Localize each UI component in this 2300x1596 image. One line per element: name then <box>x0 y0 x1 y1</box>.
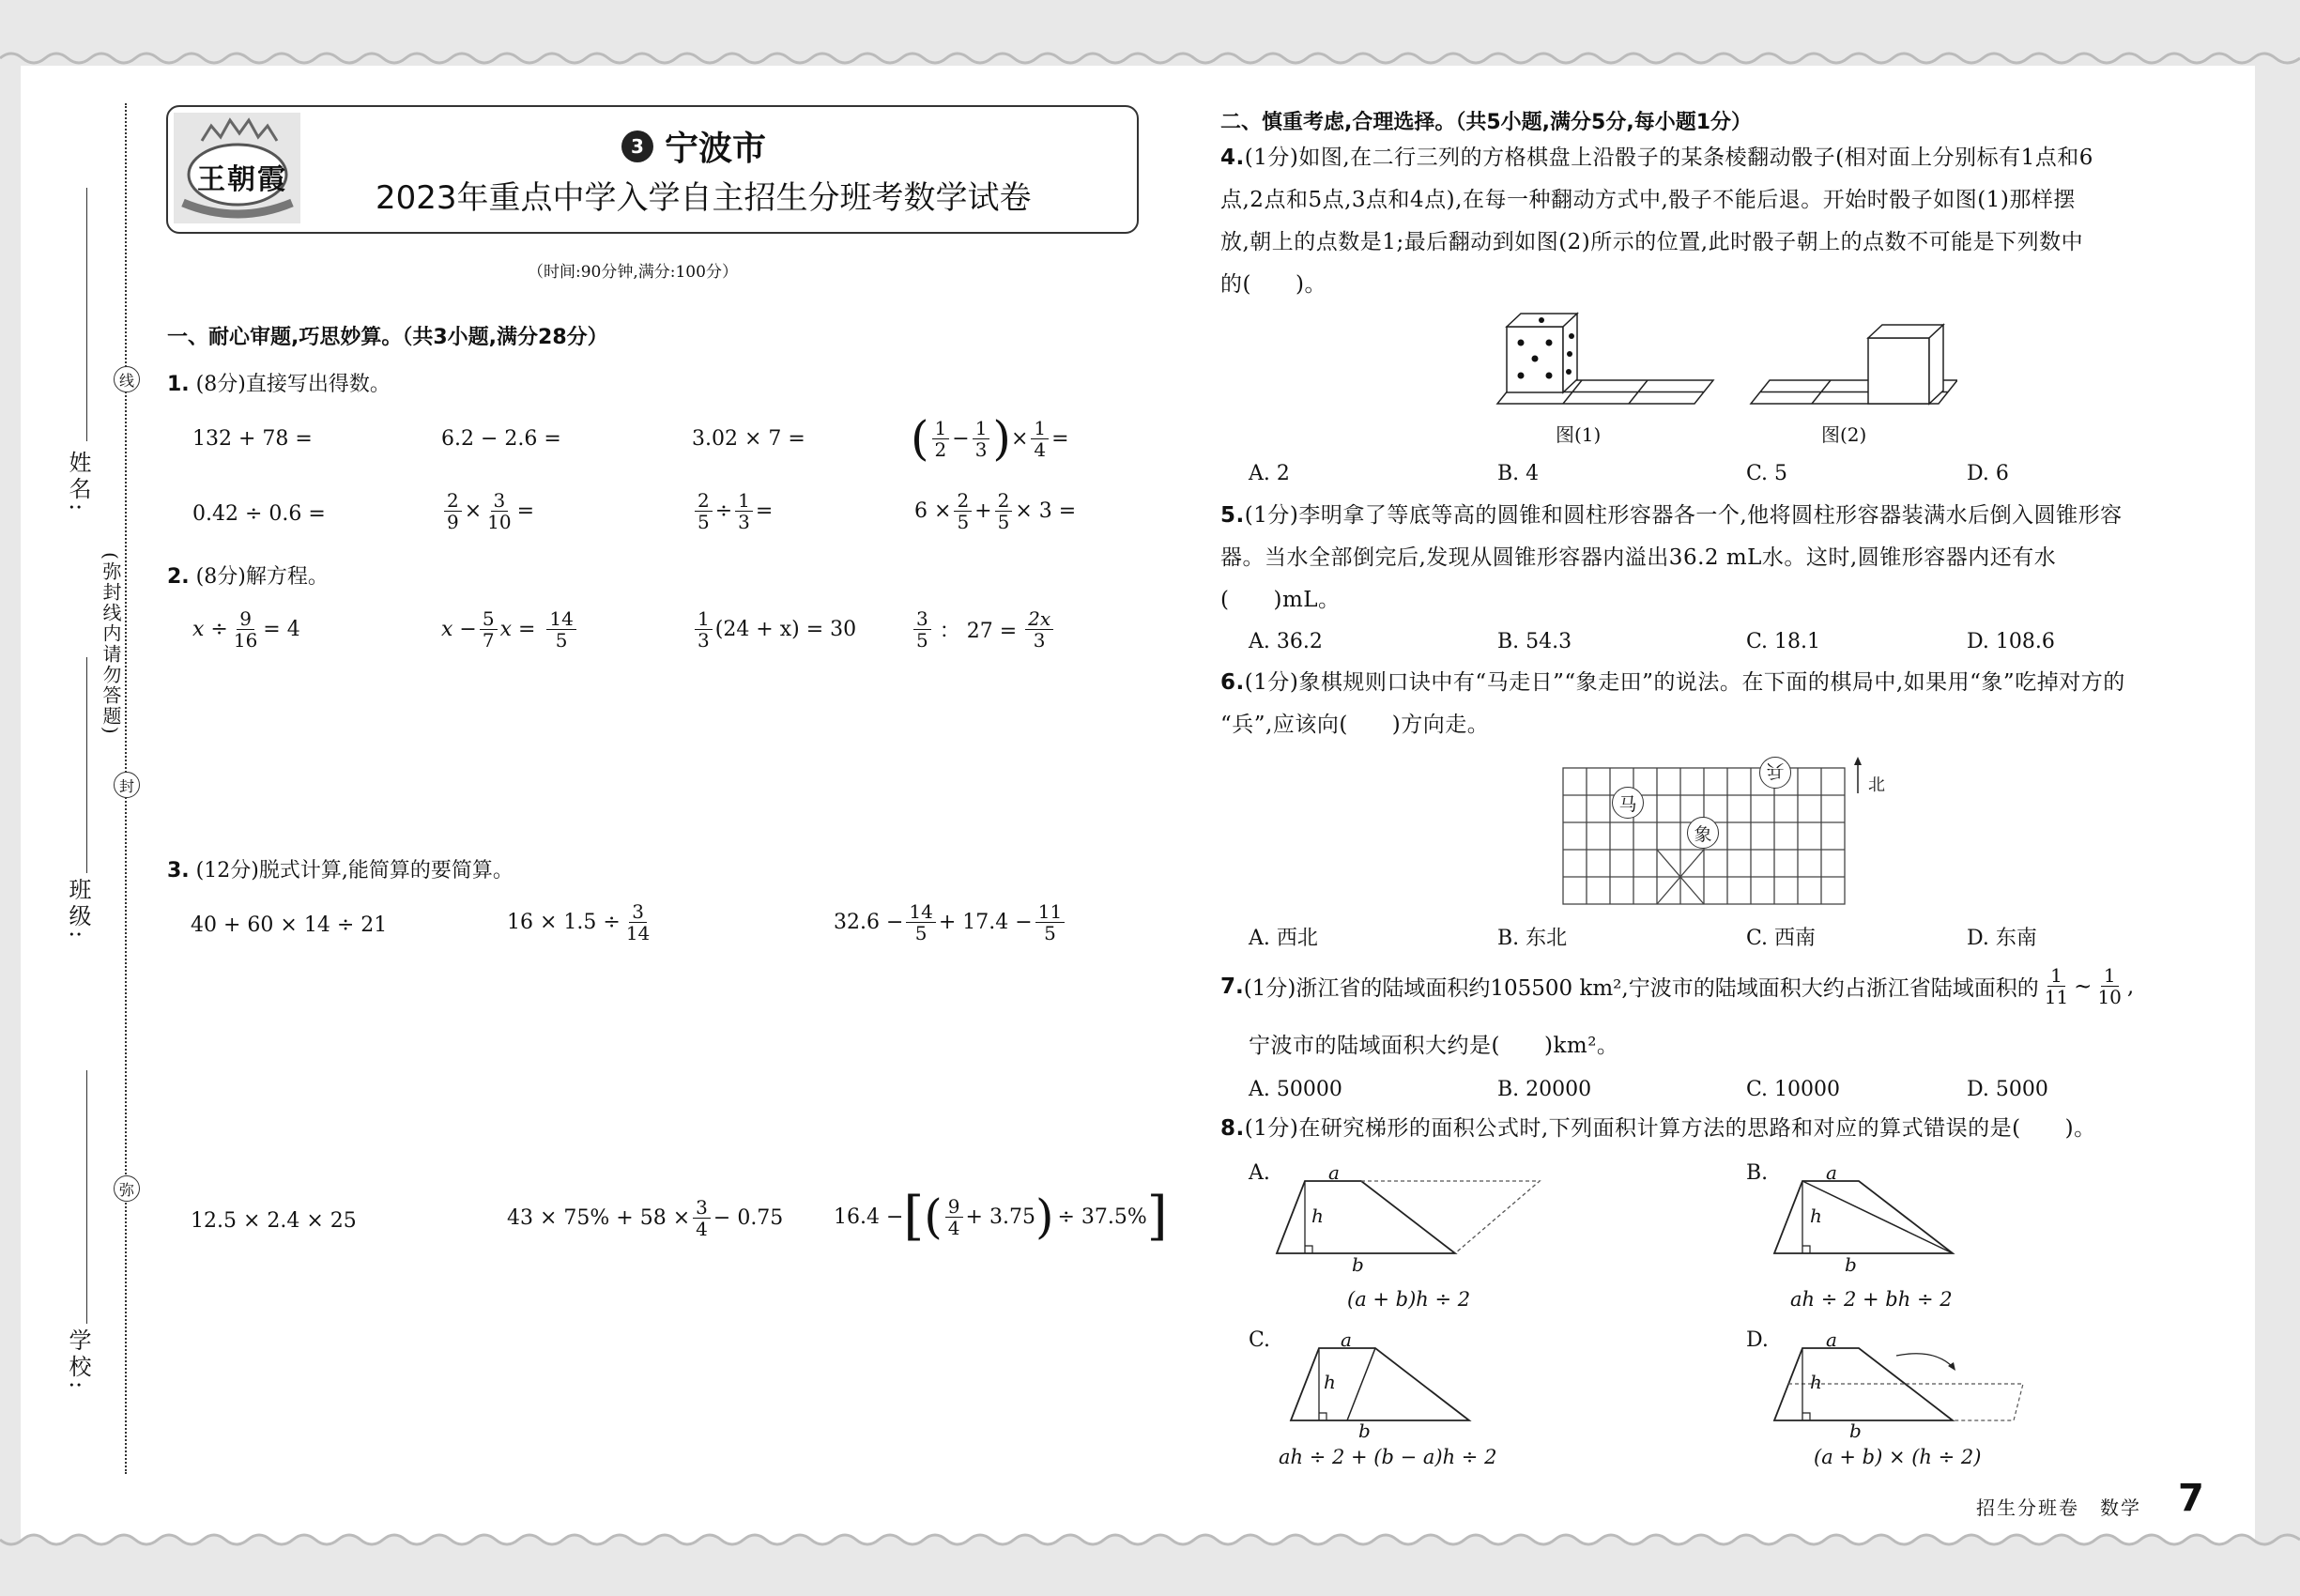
q8-figure-c <box>1286 1341 1474 1425</box>
q8-formula-a: (a + b)h ÷ 2 <box>1347 1288 1471 1311</box>
q7-stem-line1: 7. (1分)浙江省的陆域面积约105500 km²,宁波市的陆域面积大约占浙江省陆域面积的 $\frac{1}{11}$ ~ $\frac{1}{10}$ , <box>1220 964 2135 1008</box>
page-number: 7 <box>2178 1477 2204 1520</box>
q1-expr-7: $\frac{2}{5}$ ÷ $\frac{1}{3}$ = <box>692 490 773 532</box>
section1-heading: 一、耐心审题,巧思妙算。（共3小题,满分28分） <box>167 326 608 349</box>
q8b-label-b: b <box>1845 1253 1857 1276</box>
q8d-label-h: h <box>1810 1371 1822 1393</box>
q5-option-b[interactable]: B. 54.3 <box>1497 630 1572 653</box>
q8a-label-b: b <box>1352 1253 1364 1276</box>
q3-expr-1: 40 + 60 × 14 ÷ 21 <box>191 913 388 937</box>
q1-expr-6: $\frac{2}{9}$ × $\frac{3}{10}$ = <box>441 490 534 532</box>
q7-option-c[interactable]: C. 10000 <box>1746 1078 1841 1101</box>
q4-option-a[interactable]: A. 2 <box>1249 462 1290 485</box>
fig2-caption: 图(2) <box>1821 423 1867 446</box>
q4-option-d[interactable]: D. 6 <box>1967 462 2009 485</box>
q6-option-d[interactable]: D. 东南 <box>1967 927 2037 950</box>
q6-stem: 6.(1分)象棋规则口诀中有“马走日”“象走田”的说法。在下面的棋局中,如果用“象”吃掉对方的 “兵”,应该向( )方向走。 <box>1220 670 2125 737</box>
footer-text: 招生分班卷 数学 <box>1976 1496 2141 1519</box>
q5-option-d[interactable]: D. 108.6 <box>1967 630 2055 653</box>
mark-seal: 封 <box>114 772 140 798</box>
q6-option-c[interactable]: C. 西南 <box>1746 927 1817 950</box>
bottom-wavy-border <box>0 1530 2300 1596</box>
q8c-label-a: a <box>1341 1328 1352 1351</box>
q7-option-d[interactable]: D. 5000 <box>1967 1078 2048 1101</box>
q8b-label-a: a <box>1826 1161 1837 1184</box>
exam-timing: （时间:90分钟,满分:100分） <box>528 263 738 282</box>
q4-stem: 4.(1分)如图,在二行三列的方格棋盘上沿骰子的某条棱翻动骰子(相对面上分别标有1点和6 点,2点和5点,3点和4点),在每一种翻动方式中,骰子不能后退。开始时骰子如图(1)那样摆 放,朝上的点数是1;最后翻动到如图(2)所示的位置,此时骰子朝上的点数不可能是下列数中 的( )。 <box>1220 146 2093 297</box>
mark-line: 线 <box>114 366 140 392</box>
q8a-label-h: h <box>1311 1205 1324 1227</box>
q1-expr-3: 3.02 × 7 = <box>692 427 805 451</box>
q8-formula-d: (a + b) × (h ÷ 2) <box>1814 1446 1982 1468</box>
q8-figure-b <box>1770 1174 1957 1258</box>
class-field[interactable] <box>86 657 87 873</box>
q6-option-b[interactable]: B. 东北 <box>1497 927 1568 950</box>
school-label: 学校: <box>65 1328 91 1393</box>
section2-heading: 二、慎重考虑,合理选择。（共5小题,满分5分,每小题1分） <box>1220 111 1752 134</box>
q2-eq-1: x ÷ $\frac{9}{16}$ = 4 <box>192 607 300 652</box>
q1-expr-5: 0.42 ÷ 0.6 = <box>192 502 326 526</box>
fig1-caption: 图(1) <box>1556 423 1602 446</box>
q2-stem: 2. (8分)解方程。 <box>167 565 329 589</box>
exam-title: 2023年重点中学入学自主招生分班考数学试卷 <box>376 179 1032 217</box>
class-label: 班级: <box>65 878 91 943</box>
q8-option-b-label[interactable]: B. <box>1746 1161 1769 1185</box>
q8-option-a-label[interactable]: A. <box>1249 1161 1270 1185</box>
north-label: 北 <box>1868 775 1885 795</box>
q2-eq-2: x − $\frac{5}{7}$ x = $\frac{14}{5}$ <box>441 608 579 651</box>
q8-option-d-label[interactable]: D. <box>1746 1328 1769 1352</box>
q5-stem: 5.(1分)李明拿了等底等高的圆锥和圆柱形容器各一个,他将圆柱形容器装满水后倒入圆锥形容 器。当水全部倒完后,发现从圆锥形容器内溢出36.2 mL水。这时,圆锥形容器内还有水 ( )mL。 <box>1220 503 2123 612</box>
q8b-label-h: h <box>1810 1205 1822 1227</box>
q4-option-b[interactable]: B. 4 <box>1497 462 1540 485</box>
q8-formula-b: ah ÷ 2 + bh ÷ 2 <box>1790 1288 1953 1311</box>
q5-option-c[interactable]: C. 18.1 <box>1746 630 1821 653</box>
q7-option-b[interactable]: B. 20000 <box>1497 1078 1592 1101</box>
q8-stem: 8.(1分)在研究梯形的面积公式时,下列面积计算方法的思路和对应的算式错误的是( )。 <box>1220 1116 2096 1141</box>
q2-eq-4: $\frac{3}{5}$ ： 27 = $\frac{2x}{3}$ <box>911 608 1056 651</box>
q1-expr-1: 132 + 78 = <box>192 427 313 451</box>
q3-stem: 3. (12分)脱式计算,能简算的要简算。 <box>167 859 514 882</box>
q8d-label-b: b <box>1849 1420 1862 1442</box>
q7-stem-line2: 宁波市的陆域面积大约是( )km²。 <box>1249 1034 1619 1058</box>
piece-elephant: 象 <box>1687 817 1719 849</box>
q3-expr-6: 16.4 − [ ( $\frac{9}{4}$ + 3.75 ) ÷ 37.5% ] <box>834 1186 1168 1247</box>
piece-horse: 马 <box>1612 787 1644 819</box>
badge-number: 3 <box>621 130 653 162</box>
q1-expr-4: ( $\frac{1}{2}$ − $\frac{1}{3}$ ) × $\frac{1}{4}$ = <box>911 411 1069 466</box>
piece-pawn: 兵 <box>1759 757 1791 789</box>
name-label: 姓名: <box>65 451 91 515</box>
q7-option-a[interactable]: A. 50000 <box>1249 1078 1342 1101</box>
q8d-label-a: a <box>1826 1328 1837 1351</box>
top-wavy-border <box>0 0 2300 66</box>
q8a-label-a: a <box>1328 1161 1340 1184</box>
q1-expr-8: 6 × $\frac{2}{5}$ + $\frac{2}{5}$ × 3 = <box>914 489 1077 533</box>
q8c-label-h: h <box>1324 1371 1336 1393</box>
q6-option-a[interactable]: A. 西北 <box>1249 927 1318 950</box>
school-field[interactable] <box>86 1070 87 1324</box>
mark-mi: 弥 <box>114 1175 140 1202</box>
dice-figures <box>1488 310 1957 408</box>
q8-formula-c: ah ÷ 2 + (b − a)h ÷ 2 <box>1279 1446 1497 1468</box>
publisher-logo: 王朝霞 <box>174 113 300 223</box>
q5-option-a[interactable]: A. 36.2 <box>1249 630 1323 653</box>
name-field[interactable] <box>86 188 87 441</box>
q3-expr-3: 32.6 − $\frac{14}{5}$ + 17.4 − $\frac{11}{5}$ <box>834 901 1067 944</box>
q3-expr-2: 16 × 1.5 ÷ $\frac{3}{14}$ <box>507 900 651 944</box>
q2-eq-3: $\frac{1}{3}$ (24 + x) = 30 <box>692 608 856 651</box>
q8-figure-d <box>1770 1341 2032 1425</box>
q8-option-c-label[interactable]: C. <box>1249 1328 1271 1352</box>
q3-expr-4: 12.5 × 2.4 × 25 <box>191 1209 357 1233</box>
city-heading: 3 宁波市 <box>621 122 766 170</box>
q1-expr-2: 6.2 − 2.6 = <box>441 427 561 451</box>
q4-option-c[interactable]: C. 5 <box>1746 462 1788 485</box>
q1-stem: 1. (8分)直接写出得数。 <box>167 373 391 396</box>
q3-expr-5: 43 × 75% + 58 × $\frac{3}{4}$ − 0.75 <box>507 1196 784 1240</box>
seal-warning: (弥封线内请勿答题) <box>100 552 122 736</box>
q8c-label-b: b <box>1358 1420 1371 1442</box>
